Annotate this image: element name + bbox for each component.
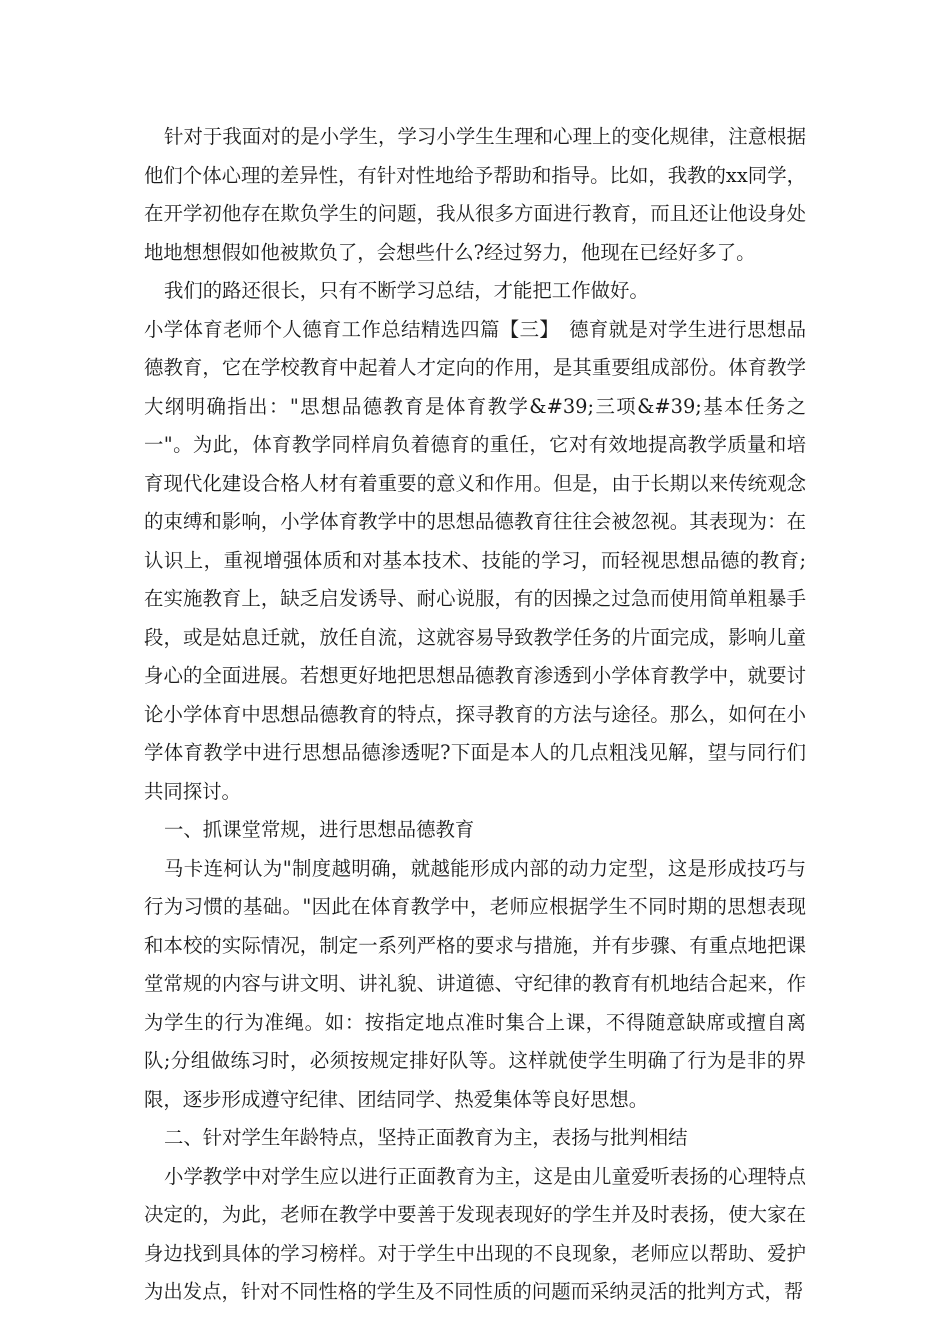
paragraph-student-psychology: 针对于我面对的是小学生，学习小学生生理和心理上的变化规律，注意根据他们个体心理的差异性，有针对性地给予帮助和指导。比如，我教的xx同学，在开学初他存在欺负学生的问题，我从很多方面进行教育，而且还让他设身处地地想想假如他被欺负了，会想些什么?经过努力，他现在已经好多了。 [144, 125, 806, 264]
paragraph-positive-education: 小学教学中对学生应以进行正面教育为主，这是由儿童爱听表扬的心理特点决定的，为此，老师在教学中要善于发现表现好的学生并及时表扬，使大家在身边找到具体的学习榜样。对于学生中出现的不良现象，老师应以帮助、爱护为出发点，针对不同性格的学生及不同性质的问题而采纳灵活的批判方式，帮 [144, 1164, 806, 1303]
section-heading-classroom-routine: 一、抓课堂常规，进行思想品德教育 [164, 818, 475, 841]
paragraph-classroom-routine: 马卡连柯认为"制度越明确，就越能形成内部的动力定型，这是形成技巧与行为习惯的基础。"因此在体育教学中，老师应根据学生不同时期的思想表现和本校的实际情况，制定一系列严格的要求与措施，并有步骤、有重点地把课堂常规的内容与讲文明、讲礼貌、讲道德、守纪律的教育有机地结合起来，作为学生的行为准绳。如：按指定地点准时集合上课，不得随意缺席或擅自离队;分组做练习时，必须按规定排好队等。这样就使学生明确了行为是非的界限，逐步形成遵守纪律、团结同学、热爱集体等良好思想。 [144, 856, 806, 1111]
document-page [144, 118, 806, 1312]
section-heading-positive-education: 二、针对学生年龄特点，坚持正面教育为主，表扬与批判相结 [164, 1126, 688, 1149]
paragraph-keep-learning: 我们的路还很长，只有不断学习总结，才能把工作做好。 [164, 279, 649, 302]
paragraph-article-intro: 小学体育老师个人德育工作总结精选四篇【三】 德育就是对学生进行思想品德教育，它在学校教育中起着人才定向的作用，是其重要组成部份。体育教学大纲明确指出："思想品德教育是体育教学&#39;三项&#39;基本任务之一"。为此，体育教学同样肩负着德育的重任，它对有效地提高教学质量和培育现代化建设合格人材有着重要的意义和作用。但是，由于长期以来传统观念的束缚和影响，小学体育教学中的思想品德教育往往会被忽视。其表现为：在认识上，重视增强体质和对基本技术、技能的学习，而轻视思想品德的教育;在实施教育上，缺乏启发诱导、耐心说服，有的因操之过急而使用简单粗暴手段，或是姑息迁就，放任自流，这就容易导致教学任务的片面完成，影响儿童身心的全面进展。若想更好地把思想品德教育渗透到小学体育教学中，就要讨论小学体育中思想品德教育的特点，探寻教育的方法与途径。那么，如何在小学体育教学中进行思想品德渗透呢?下面是本人的几点粗浅见解，望与同行们共同探讨。 [144, 317, 806, 803]
